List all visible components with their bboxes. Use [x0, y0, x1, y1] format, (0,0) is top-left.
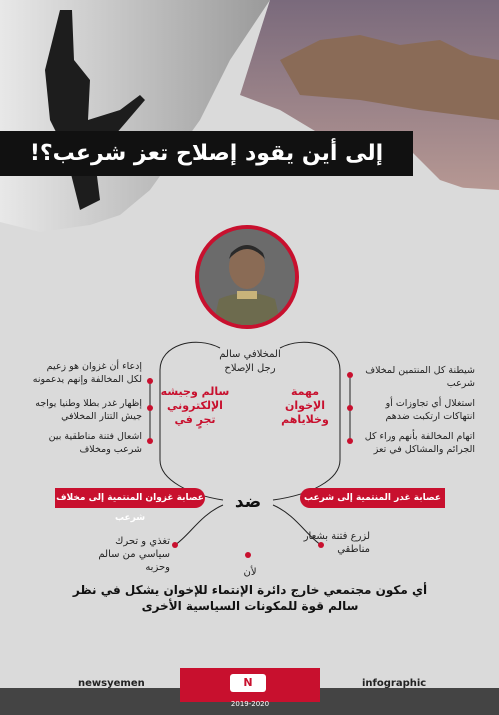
left-heading: سالم وجيشه الإلكتروني تجرٍ في	[160, 385, 230, 426]
right-heading: مهمة الإخوان وخلاياهم	[281, 385, 329, 426]
right-bottom: لزرع فتنة بشعار مناطقي	[303, 531, 370, 555]
left-bottom: تغذي و تحرك سياسي من سالم وحزبه	[98, 536, 170, 573]
footer-year: 2019-2020	[230, 700, 270, 708]
left-pill: عصابة غزوان المنتمية إلى مخلاف شرعب	[55, 488, 205, 508]
right-item-3: اتهام المخالفة بأنهم وراء كل الجرائم والمشاكل في تعز	[364, 431, 475, 455]
page-title: إلى أين يقود إصلاح تعز شرعب؟!	[0, 131, 413, 176]
versus-label: ضد	[234, 492, 262, 512]
conclusion: أي مكون مجتمعي خارج دائرة الإنتماء للإخوان يشكل في نظر سالم قوة للمكونات السياسية الأخرى	[72, 583, 428, 613]
portrait-photo	[199, 229, 295, 325]
person-name: المخلافي سالم	[219, 349, 281, 360]
newsyemen-logo-icon: N	[230, 674, 266, 692]
right-item-1: شيطنة كل المنتمين لمخلاف شرعب	[365, 365, 475, 389]
because-label: لأن	[243, 567, 257, 578]
right-item-2: استغلال أي تجاوزات أو انتهاكات ارتكبت ضدهم	[385, 398, 475, 422]
footer-right-label: infographic	[362, 678, 427, 689]
left-item-2: إظهار غدر بطلا وطنيا يواجه جيش التتار المخلافي	[35, 398, 142, 422]
footer-left-label: newsyemen	[78, 678, 145, 689]
person-info	[198, 348, 302, 376]
avatar	[195, 225, 299, 329]
right-pill: عصابة غدر المنتمية إلى شرعب	[300, 488, 445, 508]
person-role: رجل الإصلاح	[224, 363, 276, 374]
left-item-1: إدعاء أن غزوان هو زعيم لكل المخالفة وإنهم يدعمونه	[32, 361, 142, 385]
left-item-3: اشعال فتنة مناطقية بين شرعب ومخلاف	[48, 431, 142, 455]
